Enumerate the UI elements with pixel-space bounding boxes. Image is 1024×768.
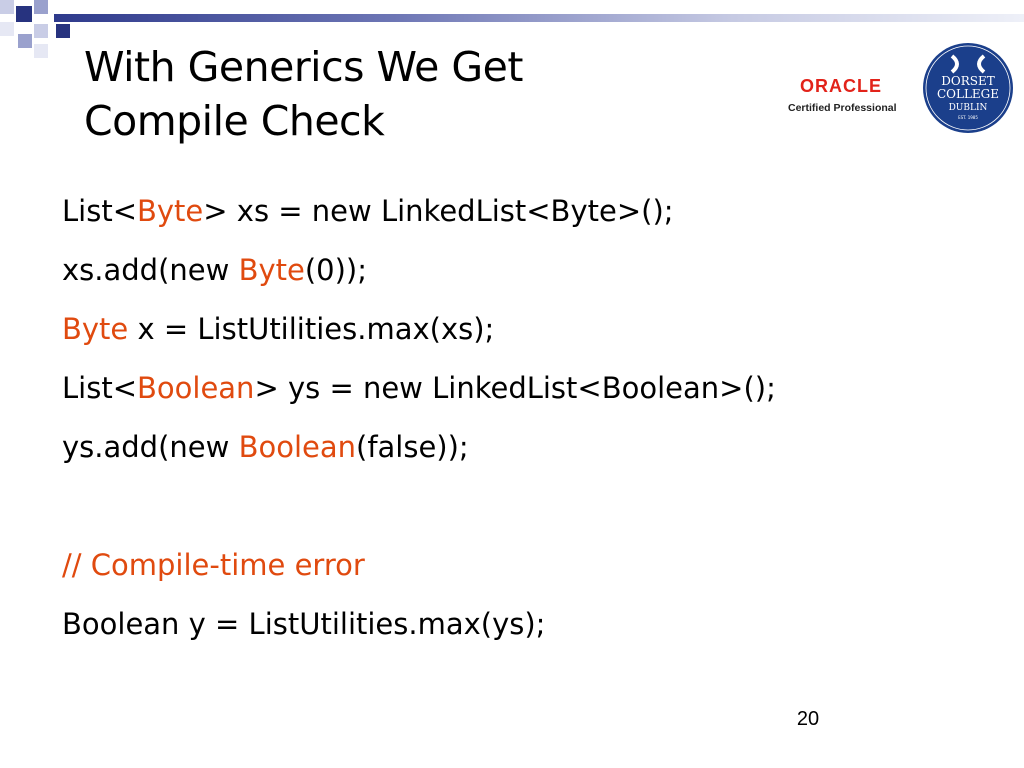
dorset-line-2: COLLEGE	[936, 87, 1000, 101]
code-line-1: List<Byte> xs = new LinkedList<Byte>();	[62, 194, 674, 228]
oracle-wordmark: ORACLE	[800, 76, 882, 96]
decor-square	[34, 0, 48, 14]
code-line-5: ys.add(new Boolean(false));	[62, 430, 469, 464]
dorset-line-3: DUBLIN	[948, 103, 988, 113]
header-bar	[54, 14, 1024, 22]
decor-square	[16, 6, 32, 22]
code-line-7: Boolean y = ListUtilities.max(ys);	[62, 607, 546, 641]
decor-square	[34, 44, 48, 58]
decor-square	[34, 24, 48, 38]
code-line-2: xs.add(new Byte(0));	[62, 253, 368, 287]
code-line-3: Byte x = ListUtilities.max(xs);	[62, 312, 495, 346]
title-line-2: Compile Check	[84, 97, 385, 145]
code-block	[62, 186, 962, 658]
code-comment: // Compile-time error	[62, 548, 365, 582]
oracle-certified-text: Certified Professional	[788, 102, 897, 114]
code-line-4: List<Boolean> ys = new LinkedList<Boolean>();	[62, 371, 776, 405]
page-number: 20	[796, 708, 820, 730]
oracle-certified-logo	[786, 76, 904, 118]
dorset-line-1: DORSET	[941, 74, 995, 88]
dorset-est: EST. 1985	[958, 115, 978, 120]
blank-line	[62, 481, 962, 540]
title-line-1: With Generics We Get	[84, 43, 523, 91]
decor-square	[56, 24, 70, 38]
dorset-college-logo	[922, 42, 1014, 134]
decor-square	[18, 34, 32, 48]
slide-title	[84, 40, 704, 148]
decor-square	[0, 0, 14, 14]
decor-square	[0, 22, 14, 36]
